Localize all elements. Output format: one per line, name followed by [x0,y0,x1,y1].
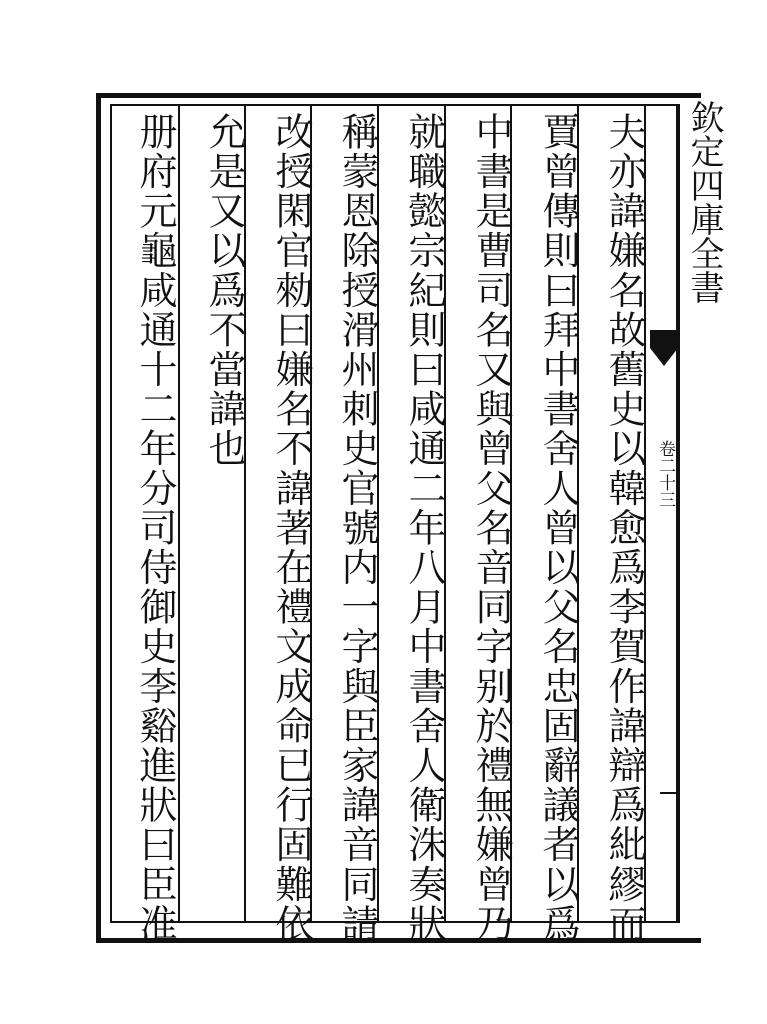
text-column-6: 改授閑官勑曰嫌名不諱著在禮文成命已行固難依 [269,112,313,944]
column-divider [178,104,180,921]
margin-tick [660,792,676,794]
volume-number: 卷二十三 [655,440,675,508]
text-column-5: 稱蒙恩除授滑州刺史官號内一字與臣家諱音同請 [335,112,379,944]
text-column-1: 夫亦諱嫌名故舊史以韓愈爲李賀作諱辯爲紕繆而 [602,112,646,944]
text-column-3: 中書是曹司名又與曾父名音同字别於禮無嫌曾乃 [469,112,513,944]
fold-margin-line [676,104,678,921]
book-title: 欽定四庫全書 [684,100,724,304]
text-column-2: 賈曾傳則曰拜中書舍人曾以父名忠固辭議者以爲 [536,112,580,944]
text-column-4: 就職懿宗紀則曰咸通二年八月中書舍人衛洙奏狀 [402,112,446,944]
text-column-8: 册府元龜咸通十二年分司侍御史李谿進狀曰臣准 [133,112,177,944]
fishtail-mark-icon [650,330,680,370]
text-column-7: 允是又以爲不當諱也 [202,112,246,469]
inner-border [110,104,680,944]
